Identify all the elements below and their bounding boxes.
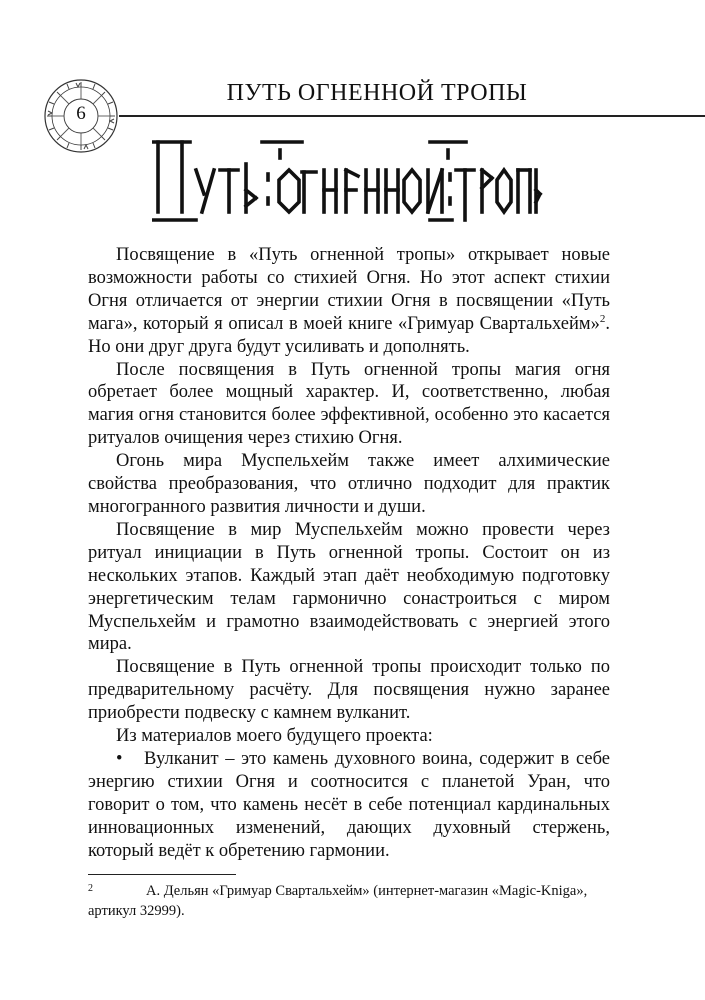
chapter-heading (152, 132, 544, 228)
footnote-number: 2 (88, 883, 93, 894)
paragraph (88, 244, 610, 359)
footnote-reference[interactable]: 2 (599, 312, 606, 325)
rune-heading-artwork (152, 132, 544, 228)
paragraph-text: Посвящение в «Путь огненной тропы» открывает новые возможности работы со стихией Огня. Но этот аспект стихии Огня отличается от энергии стихии Огня в посвящении «Путь мага», который я описал в моей книге «Гримуар Свартальхейм» (88, 245, 610, 334)
paragraph: Посвящение в мир Муспельхейм можно провести через ритуал инициации в Путь огненной тропы. Состоит он из нескольких этапов. Каждый этап даёт необходимую подготовку энергетическим телам гармонично сонастроиться с миром Муспельхейм и грамотно взаимодействовать с энергией этого мира. (88, 519, 610, 655)
bullet-icon: • (116, 748, 123, 769)
paragraph: Посвящение в Путь огненной тропы происходит только по предварительному расчёту. Для посвящения нужно заранее приобрести подвеску с камнем вулканит. (88, 657, 610, 724)
bullet-item (88, 748, 610, 863)
paragraph: Огонь мира Муспельхейм также имеет алхимические свойства преобразования, что отлично подходит для практик многогранного развития личности и души. (88, 451, 610, 517)
footnote-text: А. Дельян «Гримуар Свартальхейм» (интернет-магазин «Magic-Kniga», артикул 32999). (88, 883, 588, 919)
footnote-rule (88, 874, 236, 875)
paragraph: Из материалов моего будущего проекта: (116, 726, 433, 747)
bullet-text: Вулканит – это камень духовного воина, содержит в себе энергию стихии Огня и соотносится с планетой Уран, что говорит о том, что камень несёт в себе потенциал кардинальных инновационных изменений, дающих духовный стержень, который ведёт к обретению гармонии. (88, 748, 610, 861)
paragraph: После посвящения в Путь огненной тропы магия огня обретает более мощный характер. И, соответственно, любая магия огня становится более эффективной, особенно это касается ритуалов очищения через стихию Огня. (88, 359, 610, 449)
footnote (88, 881, 610, 921)
page-number: 6 (76, 103, 86, 124)
body-text (88, 244, 610, 862)
header-rule (119, 115, 705, 117)
running-title: ПУТЬ ОГНЕННОЙ ТРОПЫ (226, 80, 528, 106)
paragraph-text-end: . Но они друг друга будут усиливать и дополнять. (88, 313, 610, 357)
